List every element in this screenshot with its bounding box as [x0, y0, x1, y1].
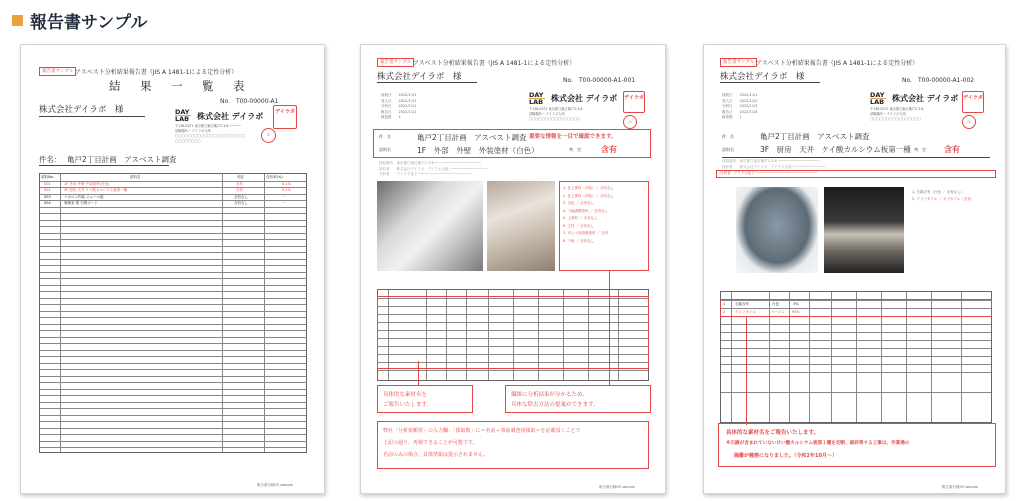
table-rule [40, 317, 306, 318]
table-rule [40, 233, 306, 234]
table-rule [40, 187, 306, 188]
client-underline [39, 116, 145, 117]
subject-value: 亀戸2丁目計画 アスベスト調査 [417, 133, 527, 142]
subject-underline [39, 165, 169, 166]
subject-value: 亀戸2丁目計画 アスベスト調査 [67, 155, 177, 164]
doc-number: No. T00-00000-A1-001 [563, 77, 636, 84]
table-rule [40, 272, 306, 273]
table-rule [40, 395, 306, 396]
table-rule [40, 376, 306, 377]
header-marker-icon [12, 15, 23, 26]
company-address: 〒136-0071 東京都江東区亀戸2-3-6 試験場所 ─ デイラボ九州 〇〇〇〇〇〇〇〇〇〇〇〇〇〇〇〇 [529, 107, 583, 121]
table-rule [40, 447, 306, 448]
table-rule [40, 330, 306, 331]
note-bottom-line-1: 弊社「分析依頼票」の入力欄：「採取数」に＝名前＋事前調査用採取＝を記載頂くことで [383, 428, 581, 434]
round-seal: 印 [261, 128, 276, 143]
report-sample-summary [20, 44, 325, 494]
company-name: 株式会社 デイラボ [551, 94, 618, 103]
table-rule [40, 304, 306, 305]
sample-photo-micro [824, 187, 904, 273]
analysis-table: 1 石綿含有 白色 3% 2 クリソタイル ベージュ 95% [720, 291, 992, 423]
sample-tag: 報告書サンプル [39, 67, 76, 76]
table-rule [40, 207, 306, 208]
doc-number: No. T00-00000-A1 [220, 98, 279, 105]
table-rule [40, 337, 306, 338]
company-address: 〒136-0071 東京都江東区亀戸2-3-6 試験場所 ─ デイラボ九州 〇〇〇〇〇〇〇〇〇〇〇〇〇〇〇〇 [870, 107, 924, 121]
client-name: 株式会社デイラボ 様 [377, 72, 462, 82]
table-rule [40, 324, 306, 325]
date-meta: 採取日 2022/11/1 受入日 2022/11/2 分析日 2022/11/3 報告日 2022/11/4 検査数 1 [722, 93, 758, 119]
client-name: 株式会社デイラボ 様 [720, 72, 805, 82]
table-rule [40, 428, 306, 429]
table-rule [40, 441, 306, 442]
logo-accent [529, 98, 545, 99]
table-rule [40, 285, 306, 286]
sample-underline [722, 157, 990, 158]
report-title: アスベスト分析結果報告書（JIS A 1481-1による定性分析） [75, 69, 238, 76]
table-rule [40, 408, 306, 409]
callout-line-material [418, 361, 419, 385]
table-rule [40, 421, 306, 422]
table-rule [40, 194, 306, 195]
daylab-logo: DAY LAB [870, 91, 885, 106]
subject-value: 亀戸2丁目計画 アスベスト調査 [760, 132, 870, 141]
report-title: アスベスト分析結果報告書（JIS A 1481-1による定性分析） [756, 60, 919, 67]
table-rule [40, 278, 306, 279]
callout-line-material [746, 317, 747, 425]
table-rule [40, 259, 306, 260]
table-rule [40, 434, 306, 435]
daylab-logo: DAY LAB [175, 108, 190, 123]
report-title: アスベスト分析結果報告書（JIS A 1481-1による定性分析） [413, 60, 576, 67]
company-name: 株式会社 デイラボ [197, 112, 264, 121]
table-rule [40, 369, 306, 370]
report-sample-detail-2 [703, 44, 1006, 494]
note-material: 具体的な素材名をご報告いたします。 [726, 430, 820, 436]
daylab-logo: DAY LAB [529, 91, 544, 106]
doc-number: No. T00-00000-A1-002 [902, 77, 975, 84]
company-seal: デイラボ [962, 91, 984, 113]
company-address: 〒136-0071 東京都江東区亀戸2-3-6 ────── 試験場所 ─ デイラボ九州 〇〇〇〇〇〇〇〇〇〇〇〇〇〇〇〇〇〇〇〇〇〇 〇〇〇〇〇〇〇〇 [175, 124, 246, 143]
company-seal: デイラボ [273, 105, 297, 129]
table-rule [40, 252, 306, 253]
table-rule [40, 382, 306, 383]
footer-note: 報告書付録05 sample [599, 485, 635, 489]
sample-photo-macro [377, 181, 483, 271]
subject-label: 件 名 [379, 134, 391, 139]
analyst-meta: 分析者 デイラボ花子 ───────────────────────────── [720, 171, 817, 175]
date-meta: 採取日 2022/11/1 受入日 2022/11/1 分析日 2022/11/1 報告日 2022/11/1 検査数 1 [381, 93, 417, 119]
table-rule [40, 356, 306, 357]
judge-value: 含有 [944, 145, 960, 154]
sample-value: 3F 厨房 天井 ケイ酸カルシウム板第一種 [760, 145, 911, 154]
round-seal: 印 [623, 115, 637, 129]
table-rule [40, 311, 306, 312]
client-underline [720, 82, 820, 83]
sample-tag: 報告書サンプル [377, 58, 414, 67]
round-seal: 印 [962, 115, 976, 129]
sample-label: 試料名 [722, 147, 734, 152]
section-header [12, 8, 147, 32]
table-rule [40, 220, 306, 221]
summary-heading: 結 果 一 覧 表 [109, 79, 249, 93]
analysis-list: 1. 石綿含有（白色 ／ 含有なし） 2. クリソタイル ／ キブタイル（含有） [912, 190, 975, 201]
client-name: 株式会社デイラボ 様 [39, 105, 124, 115]
table-rule [40, 363, 306, 364]
table-rule [40, 181, 306, 182]
table-rule [40, 291, 306, 292]
sample-value: 1F 外部 外壁 外装塗材（白色） [417, 146, 539, 155]
table-rule [40, 350, 306, 351]
table-rule [40, 343, 306, 344]
highlight-table-box [720, 299, 992, 317]
sample-tag: 報告書サンプル [720, 58, 757, 67]
note-bottom-line-3: 名前のみの場合、具体情報は提示されません。 [383, 452, 489, 458]
table-rule [40, 226, 306, 227]
table-rule [40, 415, 306, 416]
sample-meta: 採取場所 東京都江東区亀戸2-3-6 ──────────────────── 採取者 株式会社デイラボ デイラボ太郎 ──────────────── [722, 159, 827, 169]
company-seal: デイラボ [623, 91, 645, 113]
judge-value: 含有 [601, 145, 617, 154]
judge-label: 判 定： [569, 147, 585, 152]
subject-label: 件 名 [722, 134, 734, 139]
analysis-list: 1. 仕上塗材（外装）／ 含有なし 2. 仕上塗材（内装）／ 含有なし 3. 白色 ／ 含有なし 4. 下地調整塗材 ／ 含有なし 5. 上塗材 ／ 含有なし 6. 主材 ／ 含有なし 7. 可とう形改修塗材 ／ 含有 8. 下地 ／ 含有なし [563, 186, 615, 243]
footer-note: 報告書付録05 sample [942, 485, 978, 489]
table-rule [40, 200, 306, 201]
sample-photo-micro [487, 181, 555, 271]
table-rule [40, 265, 306, 266]
note-bottom-line-2: 上記の通り、再検できることが可能です。 [383, 440, 478, 446]
report-sample-detail-1 [360, 44, 666, 494]
note-subject: 重要な情報を一目で確認できます。 [529, 134, 617, 140]
subject-label: 件名： [39, 155, 62, 164]
sample-label: 試料名 [379, 147, 391, 152]
table-rule [40, 402, 306, 403]
results-table: 試料No. 試料名 判定 含有率(%) 001 1F 外部 外壁 外装塗材(白色) 含有 0.1% 002 3F 厨房 天井 ケイ酸カルシウム板第一種 含有 0.1% 003 マカロニ内装 ニューロ板 含有なし － 004 事務室 壁 石膏ボード 含有なし － [39, 173, 307, 453]
table-rule [40, 246, 306, 247]
logo-accent [175, 115, 191, 116]
table-rule [40, 298, 306, 299]
note-analysis: 繊維に分析結果が分かるため、 具体な除去方法の提案ができます。 [511, 392, 599, 408]
table-rule [40, 239, 306, 240]
company-name: 株式会社 デイラボ [892, 94, 959, 103]
page-title: 報告書サンプル [30, 12, 148, 33]
judge-label: 判 定： [914, 147, 930, 152]
table-rule [40, 389, 306, 390]
client-underline [377, 82, 477, 83]
callout-line-analysis [609, 271, 610, 385]
note-regulation-line-1: ※石綿が含まれていないけい酸カルシウム板第１種を切断、破砕等する工事は、作業場の [726, 441, 910, 446]
footer-note: 報告書付録05 sample [257, 483, 293, 487]
table-rule [40, 213, 306, 214]
sample-photo-macro [736, 187, 818, 273]
note-regulation-line-2: 隔離が義務になりました。（令和2年10月〜） [734, 453, 837, 459]
note-material: 具体的な素材名を ご報告いたします。 [383, 392, 433, 408]
sample-meta: 採取場所 東京都江東区亀戸2-3-6 ────────────────────── 採取者 株式会社デイラボ デイラボ太郎 ────────────────── 分析者 デイラボ花子 ───────────────────────── [379, 161, 488, 176]
logo-accent [870, 98, 886, 99]
